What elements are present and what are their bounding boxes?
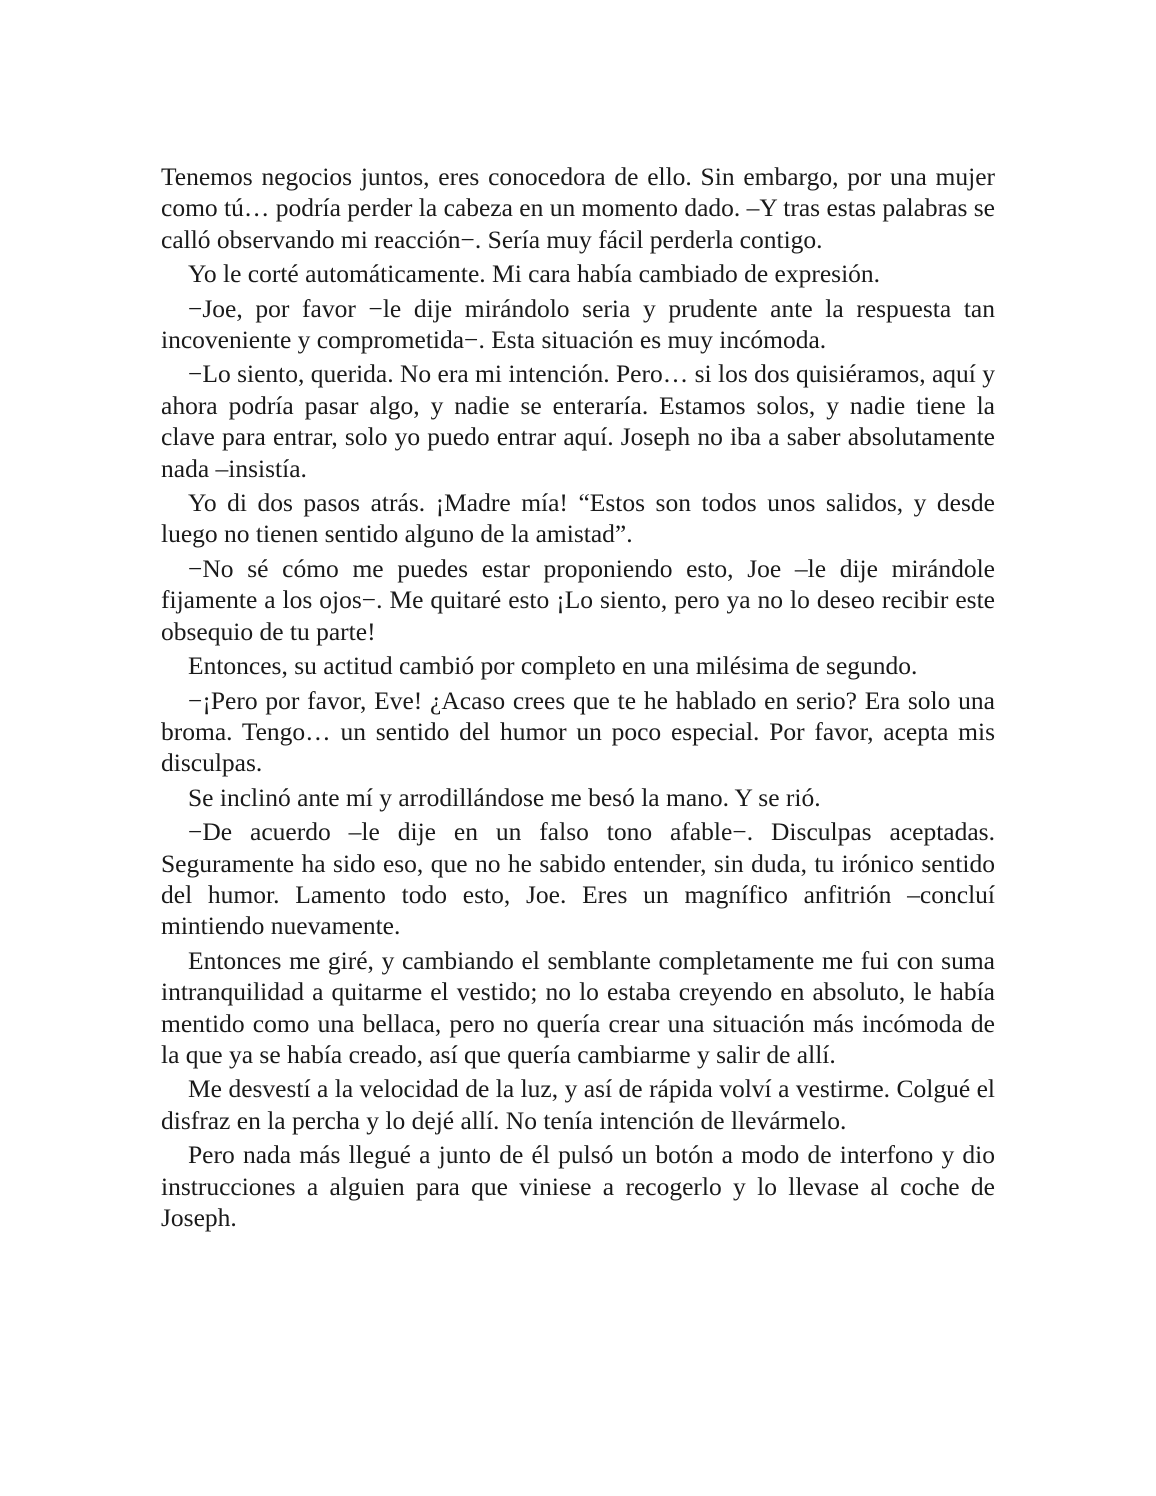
paragraph: Se inclinó ante mí y arrodillándose me besó la mano. Y se rió. xyxy=(188,782,821,812)
paragraph: Tenemos negocios juntos, eres conocedora de ello. Sin embargo, por una mujer como tú… podría perder la cabeza en un momento dado. –Y tras estas palabras se calló observando mi reacción−. Sería muy fácil perderla contigo. xyxy=(161,162,995,254)
paragraph: Entonces me giré, y cambiando el semblante completamente me fui con suma intranquilidad a quitarme el vestido; no lo estaba creyendo en absoluto, le había mentido como una bellaca, pero no quería crear una situación más incómoda de la que ya se había creado, así que quería cambiarme y salir de allí. xyxy=(161,945,995,1069)
paragraph: −¡Pero por favor, Eve! ¿Acaso crees que te he hablado en serio? Era solo una broma. Tengo… un sentido del humor un poco especial. Por favor, acepta mis disculpas. xyxy=(161,685,995,778)
paragraph: Me desvestí a la velocidad de la luz, y así de rápida volví a vestirme. Colgué el disfraz en la percha y lo dejé allí. No tenía intención de llevármelo. xyxy=(161,1074,995,1135)
paragraph: −No sé cómo me puedes estar proponiendo esto, Joe –le dije mirándole fijamente a los ojos−. Me quitaré esto ¡Lo siento, pero ya no lo deseo recibir este obsequio de tu parte! xyxy=(161,553,995,646)
paragraph: Entonces, su actitud cambió por completo en una milésima de segundo. xyxy=(188,651,918,681)
document-page xyxy=(161,161,995,1236)
paragraph: Yo di dos pasos atrás. ¡Madre mía! “Estos son todos unos salidos, y desde luego no tienen sentido alguno de la amistad”. xyxy=(161,488,995,549)
paragraph: −Joe, por favor −le dije mirándolo seria y prudente ante la respuesta tan incoveniente y comprometida−. Esta situación es muy incómoda. xyxy=(161,293,995,355)
paragraph: −Lo siento, querida. No era mi intención. Pero… si los dos quisiéramos, aquí y ahora podría pasar algo, y nadie se enteraría. Estamos solos, y nadie tiene la clave para entrar, solo yo puedo entrar aquí. Joseph no iba a saber absolutamente nada –insistía. xyxy=(161,359,995,483)
paragraph: Yo le corté automáticamente. Mi cara había cambiado de expresión. xyxy=(188,259,881,289)
paragraph: Pero nada más llegué a junto de él pulsó un botón a modo de interfono y dio instrucciones a alguien para que viniese a recogerlo y lo llevase al coche de Joseph. xyxy=(161,1140,995,1232)
paragraph: −De acuerdo –le dije en un falso tono afable−. Disculpas aceptadas. Seguramente ha sido eso, que no he sabido entender, sin duda, tu irónico sentido del humor. Lamento todo esto, Joe. Eres un magnífico anfitrión –concluí mintiendo nuevamente. xyxy=(161,817,995,941)
